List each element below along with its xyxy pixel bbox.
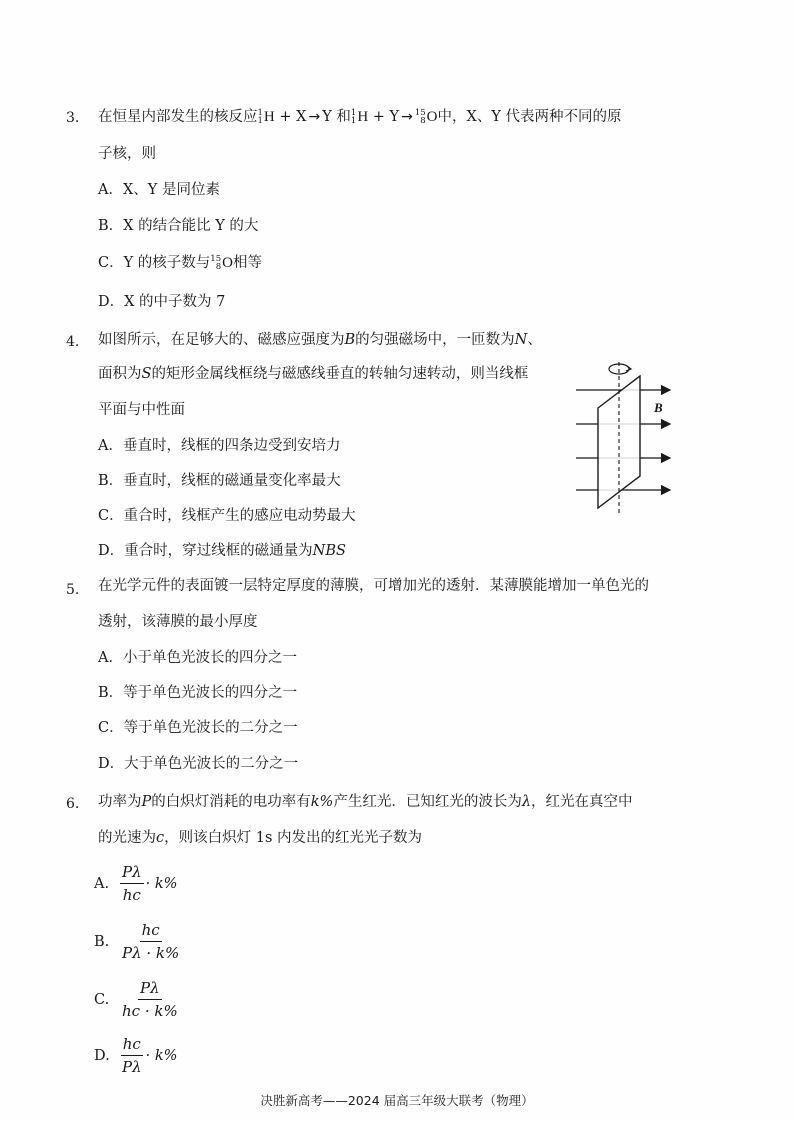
- q5-option-a[interactable]: A．小于单色光波长的四分之一: [98, 650, 297, 666]
- q5-option-d[interactable]: D．大于单色光波长的二分之一: [98, 756, 299, 772]
- fraction: $\frac{P\lambda}{hc \cdot k\%}$: [122, 979, 178, 1020]
- q4-option-c[interactable]: C．重合时，线框产生的感应电动势最大: [98, 508, 356, 524]
- q5-option-b[interactable]: B．等于单色光波长的四分之一: [98, 685, 298, 701]
- q6-option-c[interactable]: C. $\frac{P\lambda}{hc \cdot k\%}$: [94, 979, 178, 1020]
- q4-option-d[interactable]: D．重合时，穿过线框的磁通量为NBS: [98, 543, 346, 559]
- q5-number: 5.: [66, 582, 80, 598]
- q3-plus-y: + Y: [372, 109, 400, 125]
- q3-option-d[interactable]: D．X 的中子数为 7: [98, 294, 226, 310]
- fraction: $\frac{P\lambda}{hc}$: [122, 863, 142, 904]
- q6-option-b[interactable]: B. $\frac{hc}{P\lambda \cdot k\%}$: [94, 921, 180, 962]
- page-footer: 决胜新高考——2024 届高三年级大联考（物理）: [260, 1093, 534, 1108]
- q3-conj: 和: [336, 109, 351, 125]
- field-label-b: B: [654, 400, 663, 415]
- q3-stem-line2: 子核，则: [98, 146, 156, 162]
- q6-stem-line1: 功率为P的白炽灯消耗的电功率有k%产生红光．已知红光的波长为λ，红光在真空中: [98, 794, 633, 810]
- fraction: $\frac{hc}{P\lambda \cdot k\%}$: [122, 921, 180, 962]
- q3-stem-line1: [98, 104, 622, 130]
- q4-stem-line1: 如图所示，在足够大的、磁感应强度为B的匀强磁场中，一匝数为N、: [98, 332, 542, 348]
- q4-option-b[interactable]: B．垂直时，线框的磁通量变化率最大: [98, 473, 341, 489]
- q5-stem-line1: 在光学元件的表面镀一层特定厚度的薄膜，可增加光的透射．某薄膜能增加一单色光的: [98, 578, 649, 594]
- nuclide-h1-a: 1 1 H: [257, 108, 275, 126]
- q3-option-a[interactable]: A．X、Y 是同位素: [98, 182, 220, 198]
- nuclide-o15: 15 8 O: [414, 108, 438, 126]
- q3-option-b[interactable]: B．X 的结合能比 Y 的大: [98, 218, 259, 234]
- nuclide-o15-option: 15 8 O: [210, 254, 233, 272]
- q6-number: 6.: [66, 796, 80, 812]
- q3-y: Y: [322, 109, 332, 125]
- q6-option-d[interactable]: D. $\frac{hc}{P\lambda}$ · k%: [94, 1035, 178, 1076]
- fraction: $\frac{hc}{P\lambda}$: [122, 1035, 142, 1076]
- q3-option-c[interactable]: C．Y 的核子数与 15 8 O相等: [98, 250, 262, 276]
- q3-plus-x: + X: [279, 109, 307, 125]
- q4-option-a[interactable]: A．垂直时，线框的四条边受到安培力: [98, 438, 341, 454]
- q3-number: 3.: [66, 110, 80, 126]
- q3-stem-suffix: 中，X、Y 代表两种不同的原: [437, 109, 622, 125]
- q6-stem-line2: 的光速为c，则该白炽灯 1s 内发出的红光光子数为: [98, 830, 423, 846]
- q6-option-a[interactable]: A. $\frac{P\lambda}{hc}$ · k%: [94, 863, 178, 904]
- q5-stem-line2: 透射，该薄膜的最小厚度: [98, 614, 258, 630]
- arrow-icon: →: [401, 109, 413, 125]
- q4-stem-line2: 面积为S的矩形金属线框绕与磁感线垂直的转轴匀速转动，则当线框: [98, 366, 529, 382]
- nuclide-h1-b: 1 1 H: [350, 108, 369, 126]
- q4-stem-line3: 平面与中性面: [98, 402, 185, 418]
- q5-option-c[interactable]: C．等于单色光波长的二分之一: [98, 720, 298, 736]
- arrow-icon: →: [308, 109, 321, 125]
- q3-stem-prefix: 在恒星内部发生的核反应: [98, 109, 258, 125]
- q4-figure-coil-in-field: [572, 358, 682, 518]
- q4-number: 4.: [66, 334, 80, 350]
